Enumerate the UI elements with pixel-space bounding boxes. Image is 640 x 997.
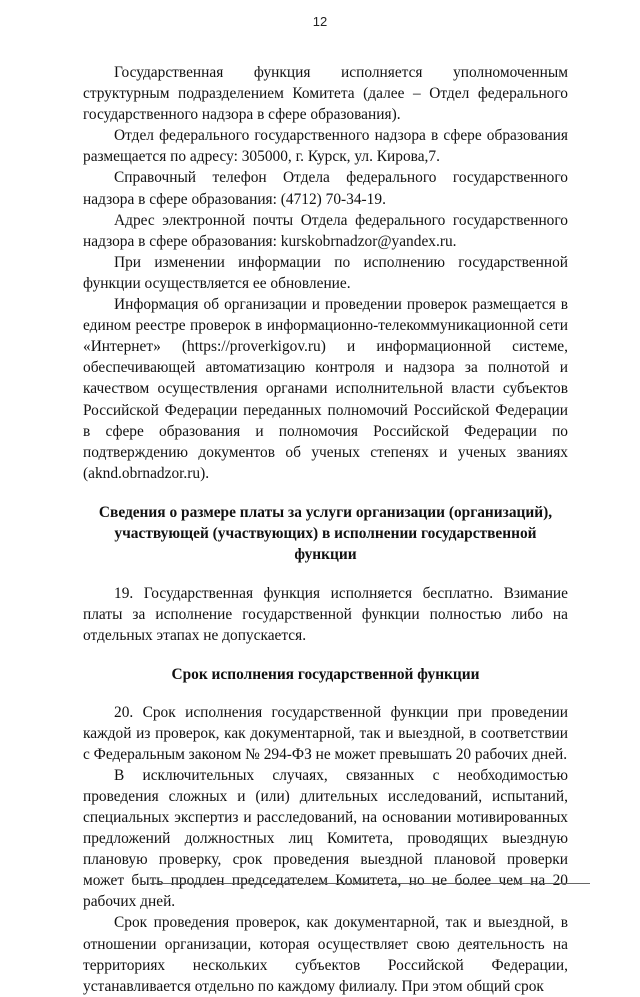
section-heading-fee: Сведения о размере платы за услуги организации (организаций), участвующей (участвующих) в исполнении государственной функции — [98, 503, 553, 564]
paragraph-20-term: 20. Срок исполнения государственной функции при проведении каждой из проверок, как документарной, так и выездной, в соответствии с Федеральным законом № 294-ФЗ не может превышать 20 рабочих дней. — [83, 703, 568, 763]
paragraph-inspection-registry: Информация об организации и проведении проверок размещается в едином реестре проверок в информационно-телекоммуникационной сети «Интернет» (https://proverkigov.ru) и информационной системе, обеспечивающей автоматизацию контроля и надзора за полнотой и качеством осуществления органами исполнительной власти субъектов Российской Федерации переданных полномочий Российской Федерации в сфере образования и полномочия Российской Федерации по подтверждению документов об ученых степенях и ученых званиях (aknd.obrnadzor.ru). — [83, 296, 568, 482]
paragraph-structural-unit: Государственная функция исполняется уполномоченным структурным подразделением Комитета (далее – Отдел федерального государственного надзора в сфере образования). — [83, 64, 568, 124]
page-number: 12 — [312, 14, 328, 29]
paragraph-info-update: При изменении информации по исполнению государственной функции осуществляется ее обновление. — [83, 253, 568, 292]
paragraph-email: Адрес электронной почты Отдела федерального государственного надзора в сфере образования: kurskobrnadzor@yandex.ru. — [83, 211, 568, 250]
paragraph-phone: Справочный телефон Отдела федерального государственного надзора в сфере образования: (4712) 70-34-19. — [83, 169, 568, 208]
page-content — [83, 62, 568, 997]
section-heading-term: Срок исполнения государственной функции — [171, 666, 480, 684]
paragraph-address: Отдел федерального государственного надзора в сфере образования размещается по адресу: 305000, г. Курск, ул. Кирова,7. — [83, 127, 568, 166]
footer-divider — [150, 883, 590, 884]
paragraph-19-fee: 19. Государственная функция исполняется бесплатно. Взимание платы за исполнение государственной функции полностью либо на отдельных этапах не допускается. — [83, 585, 568, 645]
paragraph-branch-term: Срок проведения проверок, как документарной, так и выездной, в отношении организации, которая осуществляет свою деятельность на территориях нескольких субъектов Российской Федерации, устанавливается отдельно по каждому филиалу. При этом общий срок — [83, 914, 568, 995]
paragraph-extension: В исключительных случаях, связанных с необходимостью проведения сложных и (или) длительных исследований, испытаний, специальных экспертиз и расследований, на основании мотивированных предложений должностных лиц Комитета, проводящих выездную плановую проверку, срок проведения выездной плановой проверки может быть продлен председателем Комитета, но не более чем на 20 рабочих дней. — [83, 766, 568, 911]
